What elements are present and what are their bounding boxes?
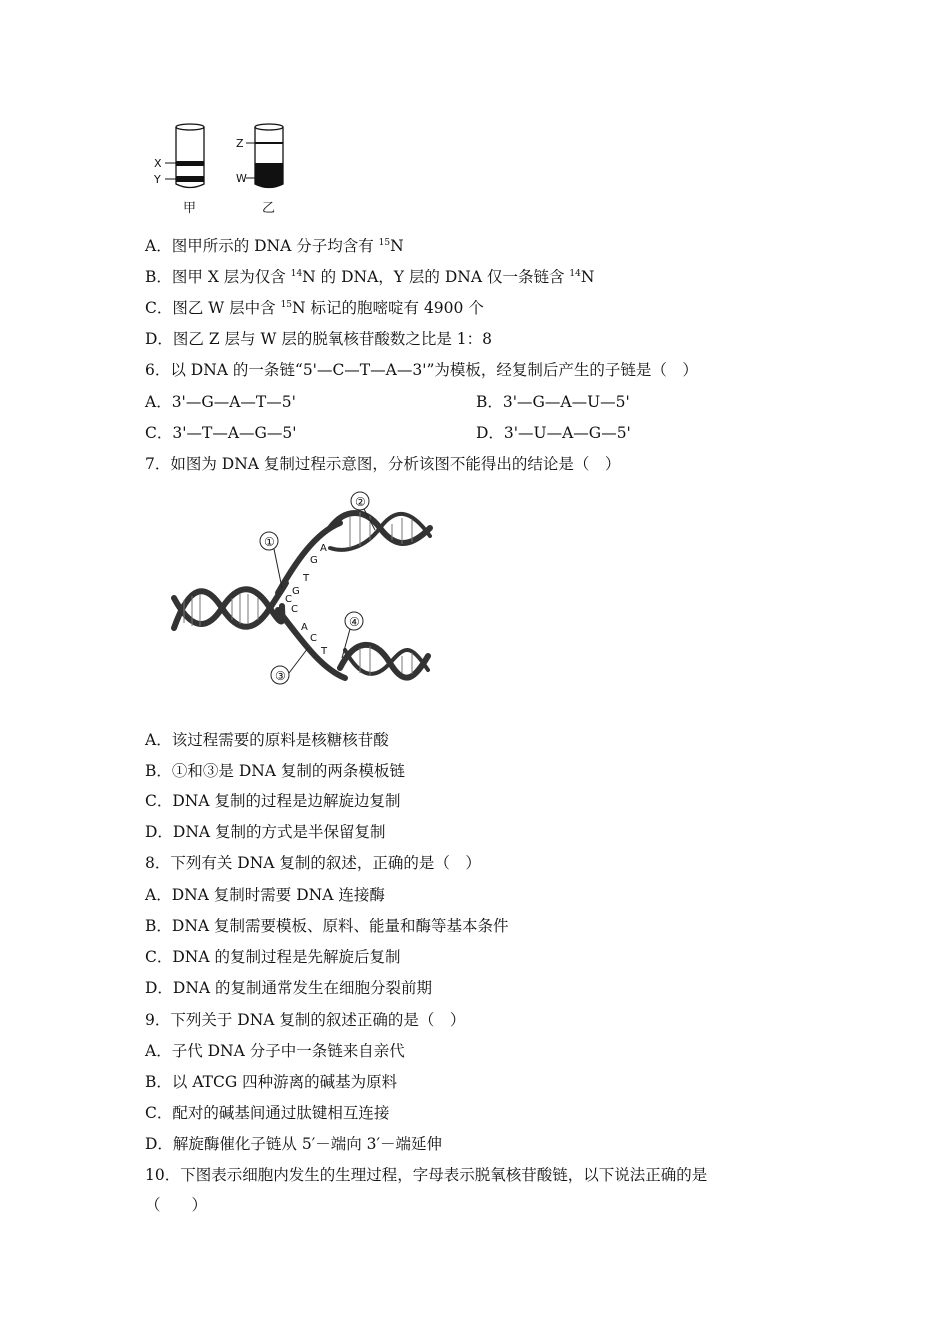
- tube-label-z: Z: [236, 137, 244, 150]
- tube-label-y: Y: [154, 173, 161, 186]
- q6-option-b[interactable]: B．3'—G—A—U—5': [476, 393, 630, 411]
- centrifuge-tubes-figure: [150, 118, 300, 218]
- q9-stem: 9．下列关于 DNA 复制的叙述正确的是（ ）: [145, 1011, 466, 1029]
- q10-stem: 10．下图表示细胞内发生的生理过程，字母表示脱氧核苷酸链，以下说法正确的是: [145, 1166, 708, 1184]
- base-label: T: [321, 646, 328, 657]
- base-label: A: [320, 543, 327, 554]
- tube-yi: [236, 124, 283, 216]
- marker-4: ④: [349, 615, 360, 629]
- q5-option-c[interactable]: C．图乙 W 层中含 $^{15}$N 标记的胞嘧啶有 4900 个: [145, 299, 484, 317]
- q7-option-c[interactable]: C．DNA 复制的过程是边解旋边复制: [145, 792, 401, 810]
- q6-option-d[interactable]: D．3'—U—A—G—5': [476, 424, 631, 442]
- base-label: G: [310, 555, 318, 566]
- q9-option-c[interactable]: C．配对的碱基间通过肽键相互连接: [145, 1104, 390, 1122]
- tube-jia: [153, 124, 204, 216]
- q6-option-a[interactable]: A．3'—G—A—T—5': [145, 393, 296, 411]
- base-label: C: [310, 633, 317, 644]
- q8-option-c[interactable]: C．DNA 的复制过程是先解旋后复制: [145, 948, 401, 966]
- q8-stem: 8．下列有关 DNA 复制的叙述，正确的是（ ）: [145, 854, 481, 872]
- tube-label-w: W: [236, 172, 247, 185]
- q7-stem: 7．如图为 DNA 复制过程示意图，分析该图不能得出的结论是（ ）: [145, 455, 621, 473]
- base-label: C: [285, 594, 292, 605]
- q5-option-a[interactable]: A．图甲所示的 DNA 分子均含有 $^{15}$N: [145, 237, 404, 255]
- dna-replication-figure: [170, 488, 440, 693]
- q8-option-d[interactable]: D．DNA 的复制通常发生在细胞分裂前期: [145, 979, 433, 997]
- marker-3: ③: [275, 669, 286, 683]
- base-label: C: [291, 604, 298, 615]
- base-label: A: [301, 622, 308, 633]
- marker-1: ①: [264, 535, 275, 549]
- q8-option-b[interactable]: B．DNA 复制需要模板、原料、能量和酶等基本条件: [145, 917, 509, 935]
- q9-option-d[interactable]: D．解旋酶催化子链从 5′－端向 3′－端延伸: [145, 1135, 443, 1153]
- tube-caption-jia: 甲: [183, 201, 197, 216]
- q9-option-b[interactable]: B．以 ATCG 四种游离的碱基为原料: [145, 1073, 398, 1091]
- q10-answer-paren: （ ）: [145, 1196, 208, 1214]
- base-label: T: [303, 573, 310, 584]
- q6-stem: 6．以 DNA 的一条链“5'—C—T—A—3'”为模板，经复制后产生的子链是（ ）: [145, 361, 698, 379]
- tube-label-x: X: [154, 157, 162, 170]
- q7-option-a[interactable]: A．该过程需要的原料是核糖核苷酸: [145, 731, 389, 749]
- q8-option-a[interactable]: A．DNA 复制时需要 DNA 连接酶: [145, 886, 385, 904]
- tube-caption-yi: 乙: [262, 201, 276, 216]
- q7-option-b[interactable]: B．①和③是 DNA 复制的两条模板链: [145, 762, 405, 780]
- q9-option-a[interactable]: A．子代 DNA 分子中一条链来自亲代: [145, 1042, 405, 1060]
- q5-option-d[interactable]: D．图乙 Z 层与 W 层的脱氧核苷酸数之比是 1：8: [145, 330, 492, 348]
- q5-option-b[interactable]: B．图甲 X 层为仅含 $^{14}$N 的 DNA，Y 层的 DNA 仅一条链含 $^{14}$N: [145, 268, 595, 286]
- q7-option-d[interactable]: D．DNA 复制的方式是半保留复制: [145, 823, 386, 841]
- q6-option-c[interactable]: C．3'—T—A—G—5': [145, 424, 297, 442]
- base-label: G: [292, 586, 300, 597]
- marker-2: ②: [355, 495, 366, 509]
